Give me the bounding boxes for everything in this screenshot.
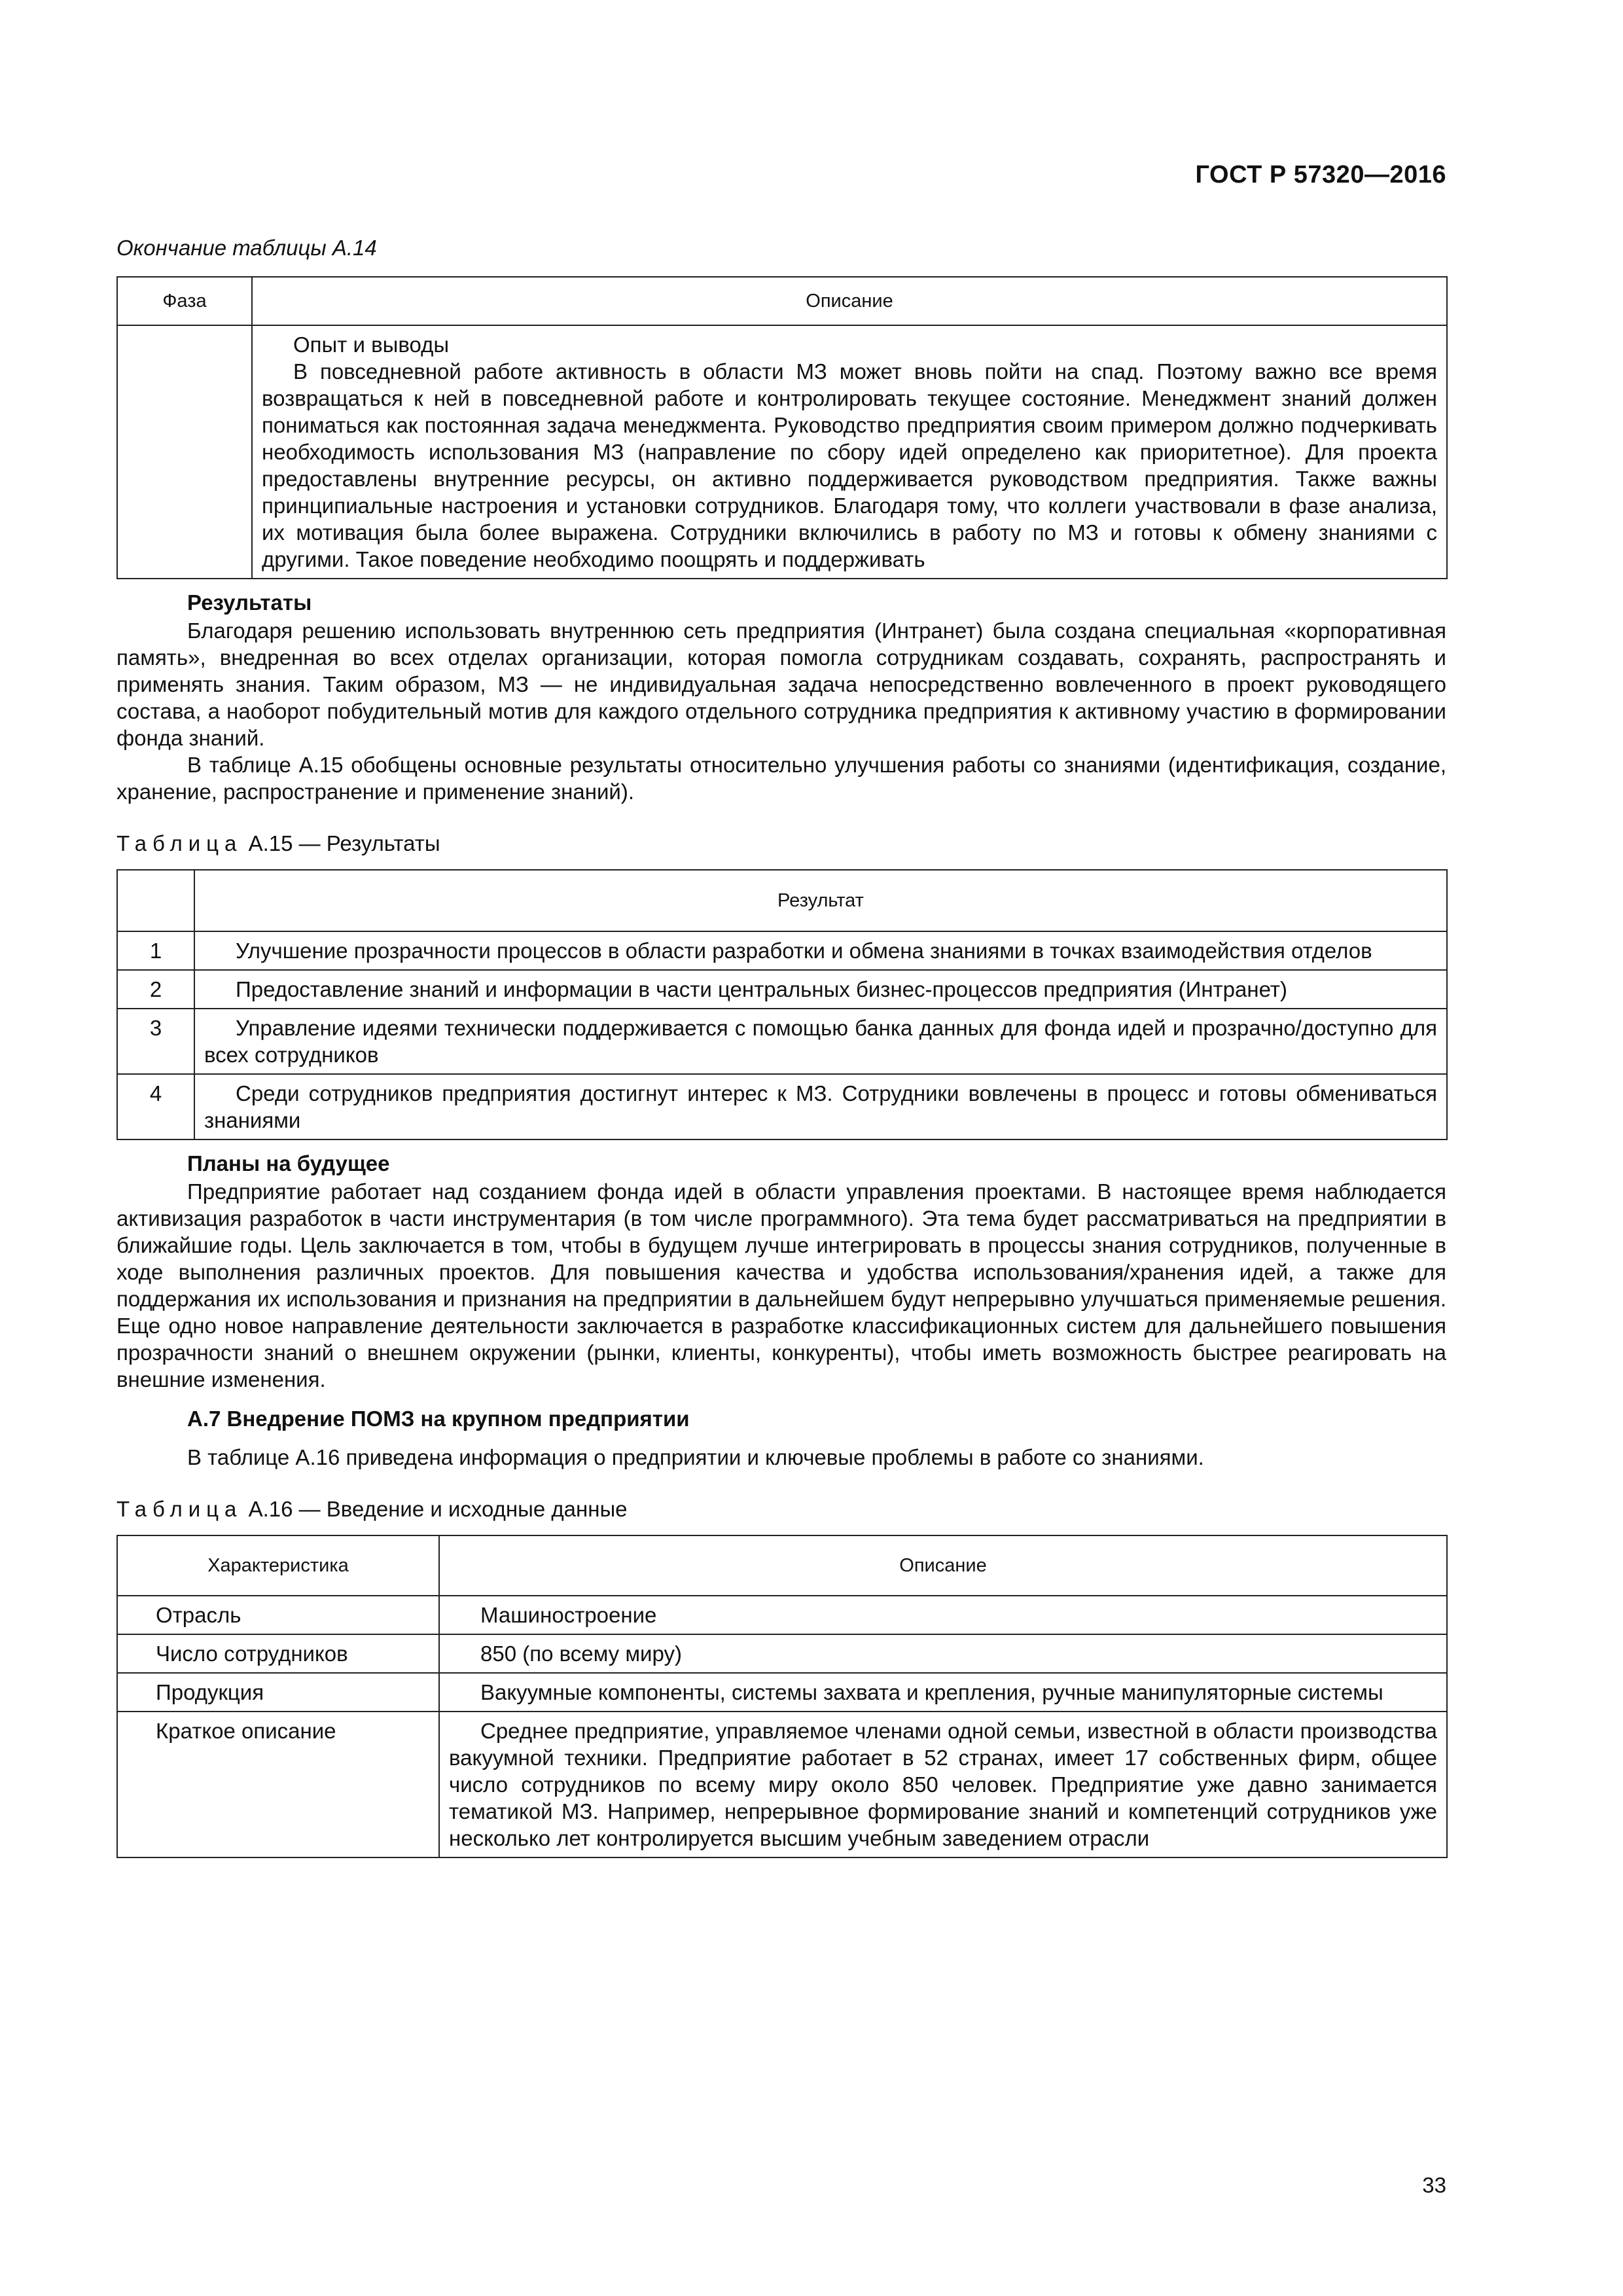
table-a15-row-text: Предоставление знаний и информации в части центральных бизнес-процессов предприятия (Интранет)	[194, 970, 1447, 1009]
table-a14-caption: Окончание таблицы А.14	[116, 236, 377, 260]
table-a15-row-number: 1	[117, 931, 194, 970]
table-a16-row-value: Машиностроение	[439, 1596, 1447, 1634]
table-a15-header-row	[117, 870, 1447, 931]
document-code: ГОСТ Р 57320—2016	[1195, 161, 1446, 188]
table-a15-row-number: 2	[117, 970, 194, 1009]
plans-heading: Планы на будущее	[187, 1151, 390, 1175]
table-a14-description-cell	[252, 325, 1447, 579]
table-a16-row-key: Число сотрудников	[117, 1634, 439, 1673]
table-a15-caption-rest: А.15 — Результаты	[248, 831, 440, 855]
table-a15-caption	[116, 829, 1446, 859]
table-a16-row-key: Продукция	[117, 1673, 439, 1712]
table-a14-header-row	[117, 277, 1447, 325]
table-a15-col-number	[117, 870, 194, 931]
results-paragraph-2: В таблице А.15 обобщены основные результаты относительно улучшения работы со знаниями (идентификация, создание, хранение, распространение и применение знаний).	[116, 753, 1446, 804]
table-a16-caption-rest: А.16 — Введение и исходные данные	[248, 1497, 628, 1521]
table-a14-row-text: В повседневной работе активность в области МЗ может вновь пойти на спад. Поэтому важно все время возвращаться к ней в повседневной работе и контролировать текущее состояние. Менеджмент знаний должен пониматься как постоянная задача менеджмента. Руководство предприятия своим примером должно подчеркивать необходимость использования МЗ (направление по сбору идей определено как приоритетное). Для проекта предоставлены внутренние ресурсы, он активно поддерживается руководством предприятия. Также важны принципиальные настроения и установки сотрудников. Благодаря тому, что коллеги участвовали в фазе анализа, их мотивация была более выражена. Сотрудники включились в работу по МЗ и готовы к обмену знаниями с другими. Такое поведение необходимо поощрять и поддерживать	[262, 359, 1437, 571]
table-a16-row-key: Краткое описание	[117, 1712, 439, 1857]
table-row	[117, 1673, 1447, 1712]
table-a14-row-title: Опыт и выводы	[293, 332, 450, 357]
table-row	[117, 1074, 1447, 1139]
table-a16-col-description: Описание	[439, 1535, 1447, 1596]
document-page	[116, 0, 1446, 2296]
plans-paragraph: Предприятие работает над созданием фонда идей в области управления проектами. В настоящее время наблюдается активизация разработок в части инструментария (в том числе программного). Эта тема будет рассматриваться на предприятии в ближайшие годы. Цель заключается в том, чтобы в будущем лучше интегрировать в процессы знания сотрудников, полученные в ходе выполнения различных проектов. Для повышения качества и удобства использования/хранения идей, а также для поддержания их использования и признания на предприятии в дальнейшем будут непрерывно улучшаться применяемые решения. Еще одно новое направление деятельности заключается в разработке классификационных систем для дальнейшего повышения прозрачности знаний о внешнем окружении (рынки, клиенты, конкуренты), чтобы иметь возможность быстрее реагировать на внешние изменения.	[116, 1179, 1446, 1391]
table-a16	[116, 1535, 1448, 1858]
table-a15-col-result: Результат	[194, 870, 1447, 931]
table-a15	[116, 869, 1448, 1140]
page-content	[116, 232, 1446, 1858]
table-row	[117, 931, 1447, 970]
table-a16-row-value: Среднее предприятие, управляемое членами одной семьи, известной в области производства вакуумной техники. Предприятие работает в 52 странах, имеет 17 собственных фирм, общее число сотрудников по всему миру около 850 человек. Предприятие уже давно занимается тематикой МЗ. Например, непрерывное формирование знаний и компетенций сотрудников уже несколько лет контролируется высшим учебным заведением отрасли	[439, 1712, 1447, 1857]
table-a15-row-text: Управление идеями технически поддерживается с помощью банка данных для фонда идей и прозрачно/доступно для всех сотрудников	[194, 1009, 1447, 1074]
table-a14-col-phase: Фаза	[117, 277, 252, 325]
table-a14	[116, 276, 1448, 579]
table-row	[117, 1009, 1447, 1074]
table-a16-caption	[116, 1494, 1446, 1524]
table-a16-header-row	[117, 1535, 1447, 1596]
section-a7-heading: А.7 Внедрение ПОМЗ на крупном предприятии	[187, 1407, 690, 1431]
table-a15-row-number: 3	[117, 1009, 194, 1074]
table-row	[117, 1634, 1447, 1673]
table-a14-phase-cell	[117, 325, 252, 579]
table-row	[117, 325, 1447, 579]
page-number: 33	[1422, 2173, 1446, 2197]
results-paragraph-1: Благодаря решению использовать внутреннюю сеть предприятия (Интранет) была создана специальная «корпоративная память», внедренная во всех отделах организации, которая помогла сотрудникам создавать, сохранять, распространять и применять знания. Таким образом, МЗ — не индивидуальная задача непосредственно вовлеченного в проект руководящего состава, а наоборот побудительный мотив для каждого отдельного сотрудника предприятия к активному участию в формировании фонда знаний.	[116, 619, 1446, 750]
table-a16-col-characteristic: Характеристика	[117, 1535, 439, 1596]
table-a15-row-number: 4	[117, 1074, 194, 1139]
table-a15-caption-word: Таблица	[116, 831, 243, 855]
table-a16-row-value: Вакуумные компоненты, системы захвата и крепления, ручные манипуляторные системы	[439, 1673, 1447, 1712]
table-row	[117, 1596, 1447, 1634]
section-a7-paragraph: В таблице А.16 приведена информация о предприятии и ключевые проблемы в работе со знаниями.	[187, 1445, 1204, 1469]
table-a15-row-text: Улучшение прозрачности процессов в области разработки и обмена знаниями в точках взаимодействия отделов	[194, 931, 1447, 970]
table-a16-caption-word: Таблица	[116, 1497, 243, 1521]
table-a16-row-value: 850 (по всему миру)	[439, 1634, 1447, 1673]
table-a14-col-description: Описание	[252, 277, 1447, 325]
table-a15-row-text: Среди сотрудников предприятия достигнут интерес к МЗ. Сотрудники вовлечены в процесс и готовы обмениваться знаниями	[194, 1074, 1447, 1139]
table-row	[117, 1712, 1447, 1857]
results-heading: Результаты	[187, 590, 312, 615]
table-row	[117, 970, 1447, 1009]
table-a16-row-key: Отрасль	[117, 1596, 439, 1634]
